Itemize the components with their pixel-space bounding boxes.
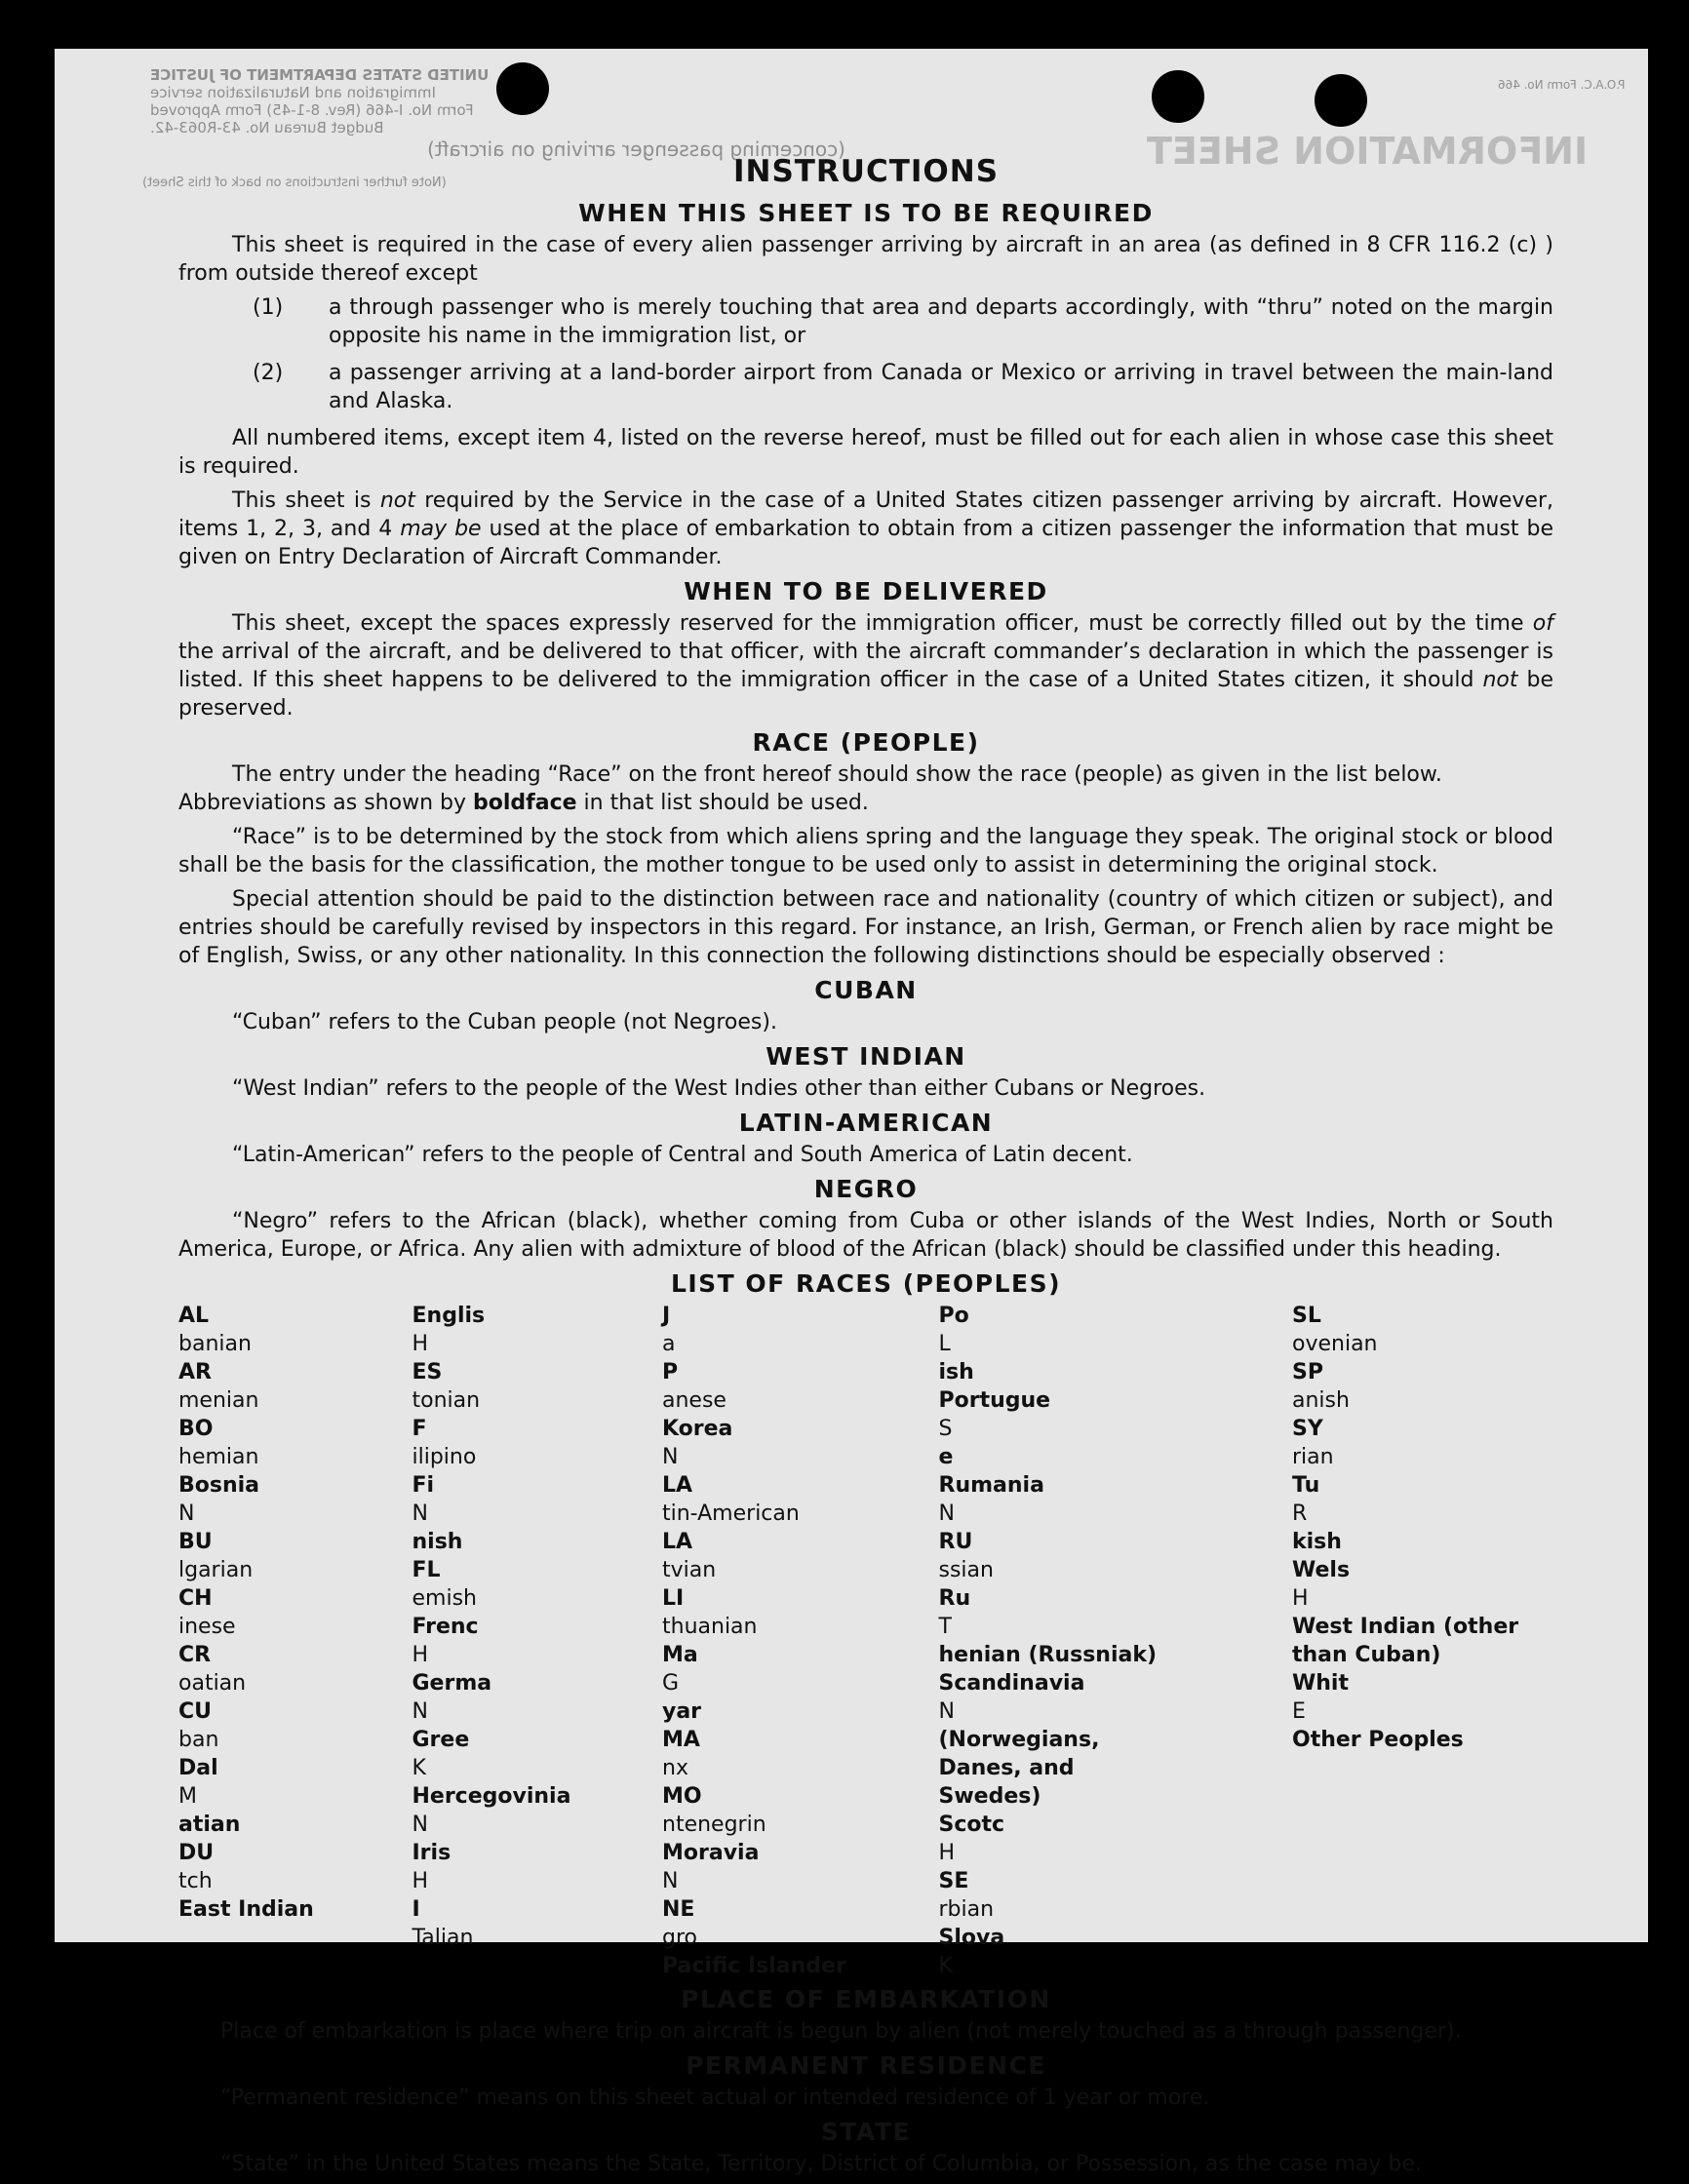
race-name-part: anish — [1292, 1388, 1350, 1413]
emphasis-may-be: may be — [400, 517, 482, 541]
race-name-part: T — [938, 1615, 952, 1639]
race-abbreviation: Hercegovinia — [412, 1784, 571, 1809]
race-item — [178, 1528, 405, 1584]
race-item — [1292, 1415, 1553, 1471]
bleed-title: INFORMATION SHEET — [1147, 130, 1589, 173]
race-item — [412, 1302, 655, 1358]
paragraph-race-nationality: Special attention should be paid to the distinction between race and nationality (country of which citizen or subject), and entries should be carefully revised by inspectors in this regard. For instance, an Irish, German, or French alien by race might be of English, Swiss, or any other nationality. In this connection the following distinctions should be especially observed : — [178, 887, 1553, 968]
emphasis-of: of — [1532, 611, 1553, 636]
item-number: (2) — [253, 361, 284, 385]
bleed-agency-line: Immigration and Naturalization service — [150, 84, 436, 101]
punch-hole-2 — [1152, 70, 1204, 123]
race-item — [412, 1556, 655, 1613]
race-abbreviation: MA — [662, 1728, 700, 1752]
text-run: be preserved. — [178, 668, 1553, 721]
race-item — [662, 1415, 931, 1471]
race-abbreviation: SE — [938, 1869, 969, 1893]
heading-when-required: WHEN THIS SHEET IS TO BE REQUIRED — [578, 199, 1154, 227]
race-abbreviation: J — [662, 1304, 671, 1328]
race-item — [1292, 1358, 1553, 1415]
race-item — [178, 1471, 405, 1528]
race-item — [939, 1924, 1285, 1980]
heading-list-of-races: LIST OF RACES (PEOPLES) — [670, 1269, 1062, 1298]
race-item — [1292, 1556, 1553, 1613]
emphasis-not: not — [379, 488, 415, 513]
race-name-part: H — [412, 1332, 429, 1356]
race-abbreviation: Pacific Islander — [662, 1954, 846, 1978]
race-name-part: emish — [412, 1586, 477, 1611]
bleed-note: (Note further instructions on back of this Sheet) — [142, 176, 447, 190]
paragraph-embarkation: Place of embarkation is place where trip on aircraft is begun by alien (not merely touched as a through passenger). — [220, 2019, 1462, 2044]
race-name-part: N — [662, 1869, 679, 1893]
race-abbreviation: RU — [938, 1530, 973, 1554]
race-abbreviation: e — [938, 1445, 954, 1469]
paragraph-race-entry: The entry under the heading “Race” on the front hereof should show the race (people) as given in the list below. — [232, 762, 1442, 787]
race-name-part: N — [412, 1502, 428, 1526]
race-name-part: tvian — [662, 1558, 717, 1582]
race-item — [662, 1528, 931, 1584]
numbered-item-1 — [178, 293, 1553, 350]
race-abbreviation: Gree — [412, 1728, 470, 1752]
race-name-part: H — [938, 1841, 956, 1865]
race-item — [662, 1952, 931, 1980]
race-item — [939, 1471, 1285, 1528]
race-abbreviation: Portugue — [938, 1388, 1051, 1413]
race-abbreviation: Wels — [1292, 1558, 1351, 1582]
races-list — [178, 1302, 1553, 1980]
race-abbreviation: than Cuban) — [1292, 1643, 1441, 1667]
race-item — [662, 1782, 931, 1839]
race-abbreviation: Swedes) — [938, 1784, 1041, 1809]
races-column — [662, 1302, 931, 1980]
bleed-agency-line: Budget Bureau No. 43-R063-42. — [150, 119, 384, 136]
races-column — [1292, 1302, 1553, 1980]
heading-embarkation: PLACE OF EMBARKATION — [681, 1985, 1051, 2013]
race-item — [662, 1471, 931, 1528]
race-abbreviation: ish — [938, 1360, 974, 1384]
race-item — [939, 1867, 1285, 1924]
race-abbreviation: BO — [178, 1417, 214, 1441]
race-name-part: N — [938, 1502, 955, 1526]
race-name-part: N — [178, 1502, 195, 1526]
paragraph-numbered-items: All numbered items, except item 4, listed on the reverse hereof, must be filled out for each alien in whose case this sheet is required. — [178, 426, 1553, 479]
race-abbreviation: NE — [662, 1897, 695, 1922]
race-item — [662, 1839, 931, 1895]
text-run: in that list should be used. — [576, 791, 869, 815]
heading-negro: NEGRO — [813, 1175, 919, 1203]
race-name-part: N — [412, 1813, 428, 1837]
race-abbreviation: yar — [662, 1699, 702, 1724]
race-abbreviation: LA — [662, 1530, 693, 1554]
race-name-part: a — [662, 1332, 676, 1356]
paragraph-race-definition: “Race” is to be determined by the stock from which aliens spring and the language they speak. The original stock or blood shall be the basis for the classification, the mother tongue to be used only to assist in determining the original stock. — [178, 825, 1553, 878]
race-abbreviation: BU — [178, 1530, 213, 1554]
race-item — [412, 1613, 655, 1669]
race-abbreviation: Danes, and — [938, 1756, 1075, 1780]
bleed-agency-line: UNITED STATES DEPARTMENT OF JUSTICE — [150, 66, 490, 84]
race-abbreviation: P — [662, 1360, 679, 1384]
race-item — [939, 1528, 1285, 1584]
race-item — [1292, 1726, 1553, 1754]
race-name-part: E — [1292, 1699, 1306, 1724]
race-item — [662, 1726, 931, 1782]
paragraph-latin-american: “Latin-American” refers to the people of Central and South America of Latin decent. — [232, 1143, 1133, 1167]
race-abbreviation: atian — [178, 1813, 241, 1837]
race-name-part: ilipino — [412, 1445, 477, 1469]
race-abbreviation: nish — [412, 1530, 463, 1554]
text-run: This sheet is — [232, 488, 380, 513]
heading-when-delivered: WHEN TO BE DELIVERED — [684, 577, 1048, 605]
numbered-item-2 — [178, 359, 1553, 415]
text-run: used at the place of embarkation to obtain from a citizen passenger the information that must be given on Entry Declaration of Aircraft Commander. — [178, 517, 1554, 569]
paragraph-citizen — [178, 487, 1553, 571]
boldface-word: boldface — [473, 791, 577, 815]
race-item — [1292, 1641, 1553, 1669]
text-run: This sheet, except the spaces expressly reserved for the immigration officer, must be correctly filled out by the time — [232, 611, 1533, 636]
race-abbreviation: Englis — [412, 1304, 486, 1328]
race-name-part: tonian — [412, 1388, 481, 1413]
race-name-part: rbian — [938, 1897, 995, 1922]
heading-permanent-residence: PERMANENT RESIDENCE — [686, 2051, 1046, 2080]
text-run: the arrival of the aircraft, and be delivered to that officer, with the aircraft commander’s declaration in which the passenger is listed. If this sheet happens to be delivered to the immigration officer in the case of a United States citizen, it should — [178, 640, 1553, 692]
punch-hole-3 — [1315, 74, 1367, 127]
race-name-part: Talian — [412, 1926, 474, 1950]
item-text: a passenger arriving at a land-border airport from Canada or Mexico or arriving in travel between the main-land and Alaska. — [329, 361, 1553, 413]
race-abbreviation: Germa — [412, 1671, 492, 1696]
race-name-part: inese — [178, 1615, 236, 1639]
race-item — [412, 1415, 655, 1471]
race-abbreviation: DU — [178, 1841, 215, 1865]
race-abbreviation: Scandinavia — [938, 1671, 1085, 1696]
race-name-part: tin-American — [662, 1502, 800, 1526]
race-item — [1292, 1471, 1553, 1556]
race-name-part: R — [1292, 1502, 1308, 1526]
race-abbreviation: CH — [178, 1586, 213, 1611]
race-abbreviation: Ru — [938, 1586, 971, 1611]
race-abbreviation: Ma — [662, 1643, 698, 1667]
race-name-part: menian — [178, 1388, 259, 1413]
race-item — [939, 1811, 1285, 1867]
race-item — [178, 1754, 405, 1839]
race-abbreviation: SY — [1292, 1417, 1323, 1441]
race-abbreviation: Frenc — [412, 1615, 479, 1639]
race-abbreviation: Dal — [178, 1756, 218, 1780]
race-item — [662, 1302, 931, 1415]
race-item — [178, 1302, 405, 1358]
race-abbreviation: Other Peoples — [1292, 1728, 1464, 1752]
race-abbreviation: CU — [178, 1699, 213, 1724]
race-abbreviation: LI — [662, 1586, 685, 1611]
heading-west-indian: WEST INDIAN — [766, 1042, 966, 1071]
race-name-part: ntenegrin — [662, 1813, 766, 1837]
race-name-part: S — [938, 1417, 953, 1441]
race-name-part: lgarian — [178, 1558, 254, 1582]
race-name-part: hemian — [178, 1445, 259, 1469]
race-abbreviation: kish — [1292, 1530, 1342, 1554]
race-name-part: ban — [178, 1728, 219, 1752]
item-number: (1) — [253, 295, 284, 320]
race-abbreviation: Slova — [938, 1926, 1005, 1950]
race-name-part: N — [662, 1445, 679, 1469]
race-item — [412, 1471, 655, 1556]
race-item — [939, 1782, 1285, 1811]
race-abbreviation: henian (Russniak) — [938, 1643, 1158, 1667]
race-name-part: H — [412, 1869, 429, 1893]
race-item — [662, 1641, 931, 1726]
race-abbreviation: (Norwegians, — [938, 1728, 1100, 1752]
race-abbreviation: Moravia — [662, 1841, 760, 1865]
race-abbreviation: MO — [662, 1784, 702, 1809]
race-item — [662, 1584, 931, 1641]
paragraph-negro: “Negro” refers to the African (black), whether coming from Cuba or other islands of the West Indies, North or South America, Europe, or Africa. Any alien with admixture of blood of the African (black) should be classified under this heading. — [178, 1209, 1553, 1262]
paragraph-state: “State” in the United States means the State, Territory, District of Columbia, or Possession, as the case may be. — [220, 2152, 1422, 2176]
race-name-part: N — [938, 1699, 955, 1724]
race-name-part: G — [662, 1671, 680, 1696]
race-name-part: H — [412, 1643, 429, 1667]
race-abbreviation: Iris — [412, 1841, 452, 1865]
race-abbreviation: F — [412, 1417, 427, 1441]
race-item — [178, 1641, 405, 1697]
bleed-form-no: P.O.A.C. Form No. 466 — [1498, 78, 1626, 92]
race-name-part: banian — [178, 1332, 252, 1356]
paragraph-residence: “Permanent residence” means on this sheet actual or intended residence of 1 year or more. — [220, 2086, 1210, 2110]
item-text: a through passenger who is merely touching that area and departs accordingly, with “thru” noted on the margin opposite his name in the immigration list, or — [329, 295, 1553, 348]
race-item — [939, 1386, 1285, 1471]
race-item — [939, 1302, 1285, 1386]
race-name-part: K — [938, 1954, 953, 1978]
race-item — [1292, 1669, 1553, 1726]
race-name-part: gro — [662, 1926, 697, 1950]
bleed-agency-block — [150, 66, 489, 136]
race-name-part: ssian — [938, 1558, 994, 1582]
race-name-part: anese — [662, 1388, 727, 1413]
race-name-part: L — [938, 1332, 951, 1356]
page-title: INSTRUCTIONS — [732, 154, 1000, 189]
heading-state: STATE — [820, 2118, 912, 2146]
race-item — [1292, 1613, 1553, 1641]
race-abbreviation: SP — [1292, 1360, 1323, 1384]
race-item — [939, 1584, 1285, 1669]
race-abbreviation: Rumania — [938, 1473, 1044, 1498]
paragraph-west-indian: “West Indian” refers to the people of the West Indies other than either Cubans or Negroes. — [232, 1076, 1206, 1101]
race-abbreviation: Scotc — [938, 1813, 1005, 1837]
race-abbreviation: Tu — [1292, 1473, 1320, 1498]
bleed-subtitle: (concerning passenger arriving on aircraft) — [427, 137, 845, 161]
race-item — [412, 1726, 655, 1782]
race-abbreviation: West Indian (other — [1292, 1615, 1519, 1639]
race-abbreviation: Bosnia — [178, 1473, 260, 1498]
paragraph-cuban: “Cuban” refers to the Cuban people (not Negroes). — [232, 1010, 777, 1034]
race-item — [178, 1415, 405, 1471]
race-abbreviation: Whit — [1292, 1671, 1349, 1696]
race-name-part: thuanian — [662, 1615, 758, 1639]
race-abbreviation: FL — [412, 1558, 441, 1582]
race-name-part: ovenian — [1292, 1332, 1378, 1356]
race-name-part: N — [412, 1699, 428, 1724]
heading-cuban: CUBAN — [814, 976, 918, 1004]
races-column — [939, 1302, 1285, 1980]
race-item — [178, 1358, 405, 1415]
instructions-body — [178, 154, 1554, 2184]
race-item — [412, 1895, 655, 1952]
race-abbreviation: Po — [938, 1304, 969, 1328]
race-name-part: oatian — [178, 1671, 247, 1696]
races-column — [178, 1302, 405, 1980]
paragraph-requirement: This sheet is required in the case of every alien passenger arriving by aircraft in an area (as defined in 8 CFR 116.2 (c) ) from outside thereof except — [178, 233, 1553, 286]
race-abbreviation: Fi — [412, 1473, 435, 1498]
race-item — [178, 1584, 405, 1641]
race-abbreviation: East Indian — [178, 1897, 314, 1922]
race-abbreviation: ES — [412, 1360, 443, 1384]
paragraph-abbreviations — [178, 789, 1553, 817]
race-abbreviation: LA — [662, 1473, 693, 1498]
race-abbreviation: AR — [178, 1360, 212, 1384]
race-item — [178, 1697, 405, 1754]
race-abbreviation: AL — [178, 1304, 210, 1328]
bleed-agency-line: Form No. I-466 (Rev. 8-1-45) Form Approved — [150, 101, 474, 119]
race-item — [662, 1895, 931, 1952]
race-abbreviation: CR — [178, 1643, 212, 1667]
race-item — [939, 1754, 1285, 1782]
text-run: required by the Service in the case of a United States citizen passenger arriving by aircraft. However, items 1, 2, 3, and 4 — [178, 488, 1553, 541]
race-item — [178, 1895, 405, 1924]
race-item — [412, 1839, 655, 1895]
race-name-part: K — [412, 1756, 426, 1780]
paragraph-delivery — [178, 609, 1553, 722]
race-item — [412, 1782, 655, 1839]
heading-latin-american: LATIN-AMERICAN — [738, 1109, 994, 1137]
race-item — [412, 1669, 655, 1726]
race-item — [939, 1669, 1285, 1754]
heading-race: RACE (PEOPLE) — [752, 728, 980, 757]
race-item — [412, 1358, 655, 1415]
race-name-part: nx — [662, 1756, 688, 1780]
race-name-part: M — [178, 1784, 197, 1809]
emphasis-not: not — [1482, 668, 1518, 692]
race-item — [1292, 1302, 1553, 1358]
race-abbreviation: I — [412, 1897, 420, 1922]
race-item — [178, 1839, 405, 1895]
text-run: Abbreviations as shown by — [178, 791, 473, 815]
race-name-part: H — [1292, 1586, 1309, 1611]
punch-hole-1 — [496, 62, 549, 115]
race-name-part: rian — [1292, 1445, 1334, 1469]
race-abbreviation: SL — [1292, 1304, 1321, 1328]
races-column — [412, 1302, 655, 1980]
race-abbreviation: Korea — [662, 1417, 733, 1441]
document-page — [55, 49, 1648, 2176]
race-name-part: tch — [178, 1869, 213, 1893]
